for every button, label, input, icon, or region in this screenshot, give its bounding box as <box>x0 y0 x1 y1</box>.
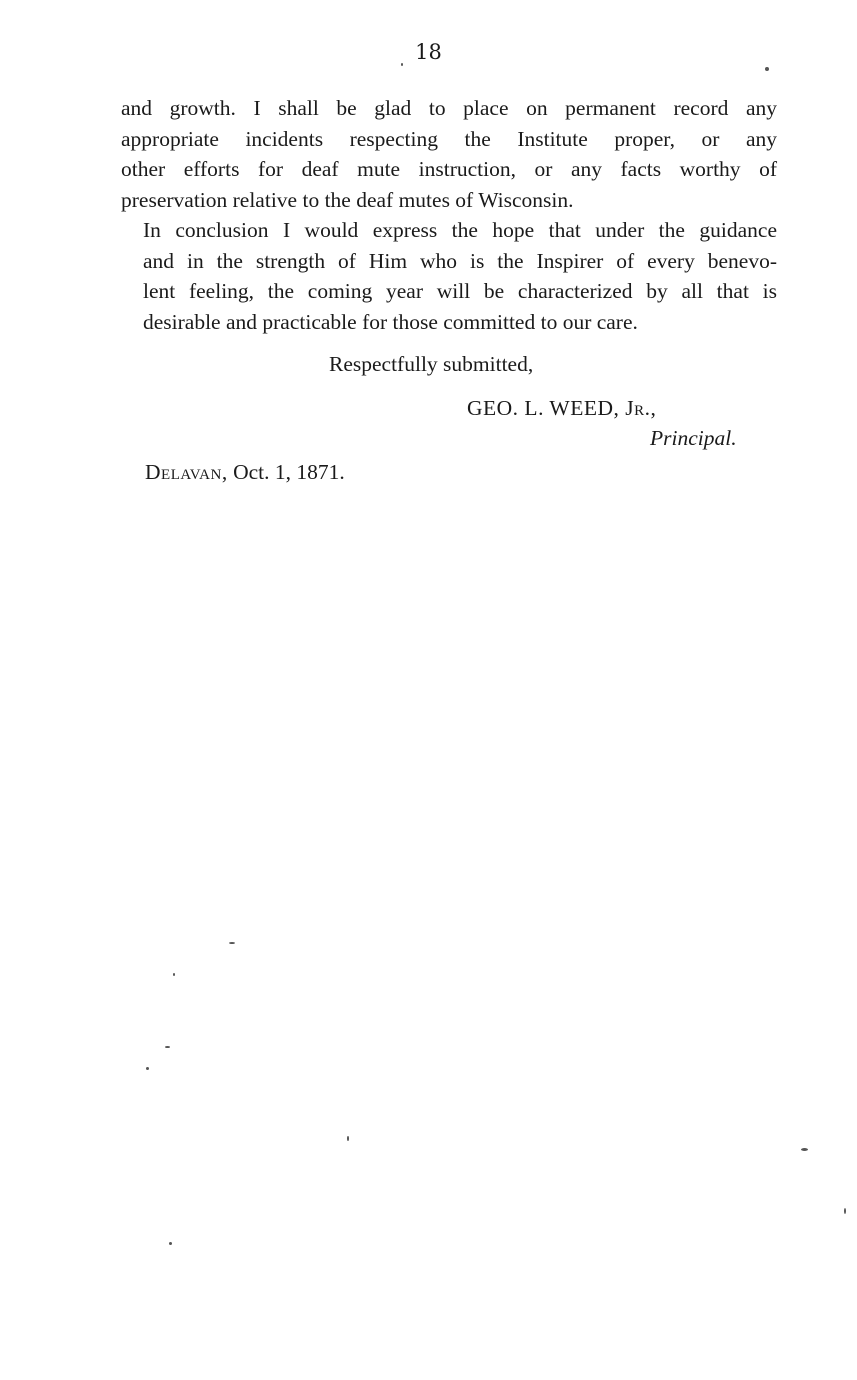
scan-speck <box>165 1046 170 1048</box>
page-number: 18 <box>415 40 442 64</box>
closing-salutation: Respectfully submitted, <box>329 352 534 376</box>
text-line: and growth. I shall be glad to place on permanent record any <box>121 96 777 120</box>
scan-speck <box>173 973 175 976</box>
text-line: appropriate incidents respecting the Institute proper, or any <box>121 126 777 151</box>
scan-speck <box>401 63 403 66</box>
scan-speck <box>844 1208 846 1214</box>
text-line: In conclusion I would express the hope that under the guidance <box>143 218 777 242</box>
signatory-title: Principal. <box>650 426 737 450</box>
scan-speck <box>169 1242 172 1245</box>
scan-speck <box>146 1067 149 1070</box>
paragraph-growth <box>121 93 777 215</box>
text-line: desirable and practicable for those committed to our care. <box>143 309 638 334</box>
paragraph-conclusion <box>121 215 777 337</box>
signatory-name-text: GEO. L. WEED, <box>467 396 620 420</box>
dateline-date: Oct. 1, 1871. <box>233 460 345 484</box>
dateline <box>145 460 345 485</box>
text-line: other efforts for deaf mute instruction, or any facts worthy of <box>121 157 777 181</box>
text-line: and in the strength of Him who is the Inspirer of every benevo- <box>143 248 777 273</box>
dateline-place: Delavan, <box>145 460 228 484</box>
scan-speck <box>347 1136 349 1141</box>
signatory-suffix: Jr., <box>625 396 657 420</box>
scan-speck <box>229 942 235 944</box>
text-line: preservation relative to the deaf mutes of Wisconsin. <box>121 187 574 212</box>
text-line: lent feeling, the coming year will be characterized by all that is <box>143 279 777 303</box>
scan-speck <box>801 1148 808 1151</box>
scan-speck <box>765 67 769 71</box>
signatory-name <box>467 396 656 421</box>
